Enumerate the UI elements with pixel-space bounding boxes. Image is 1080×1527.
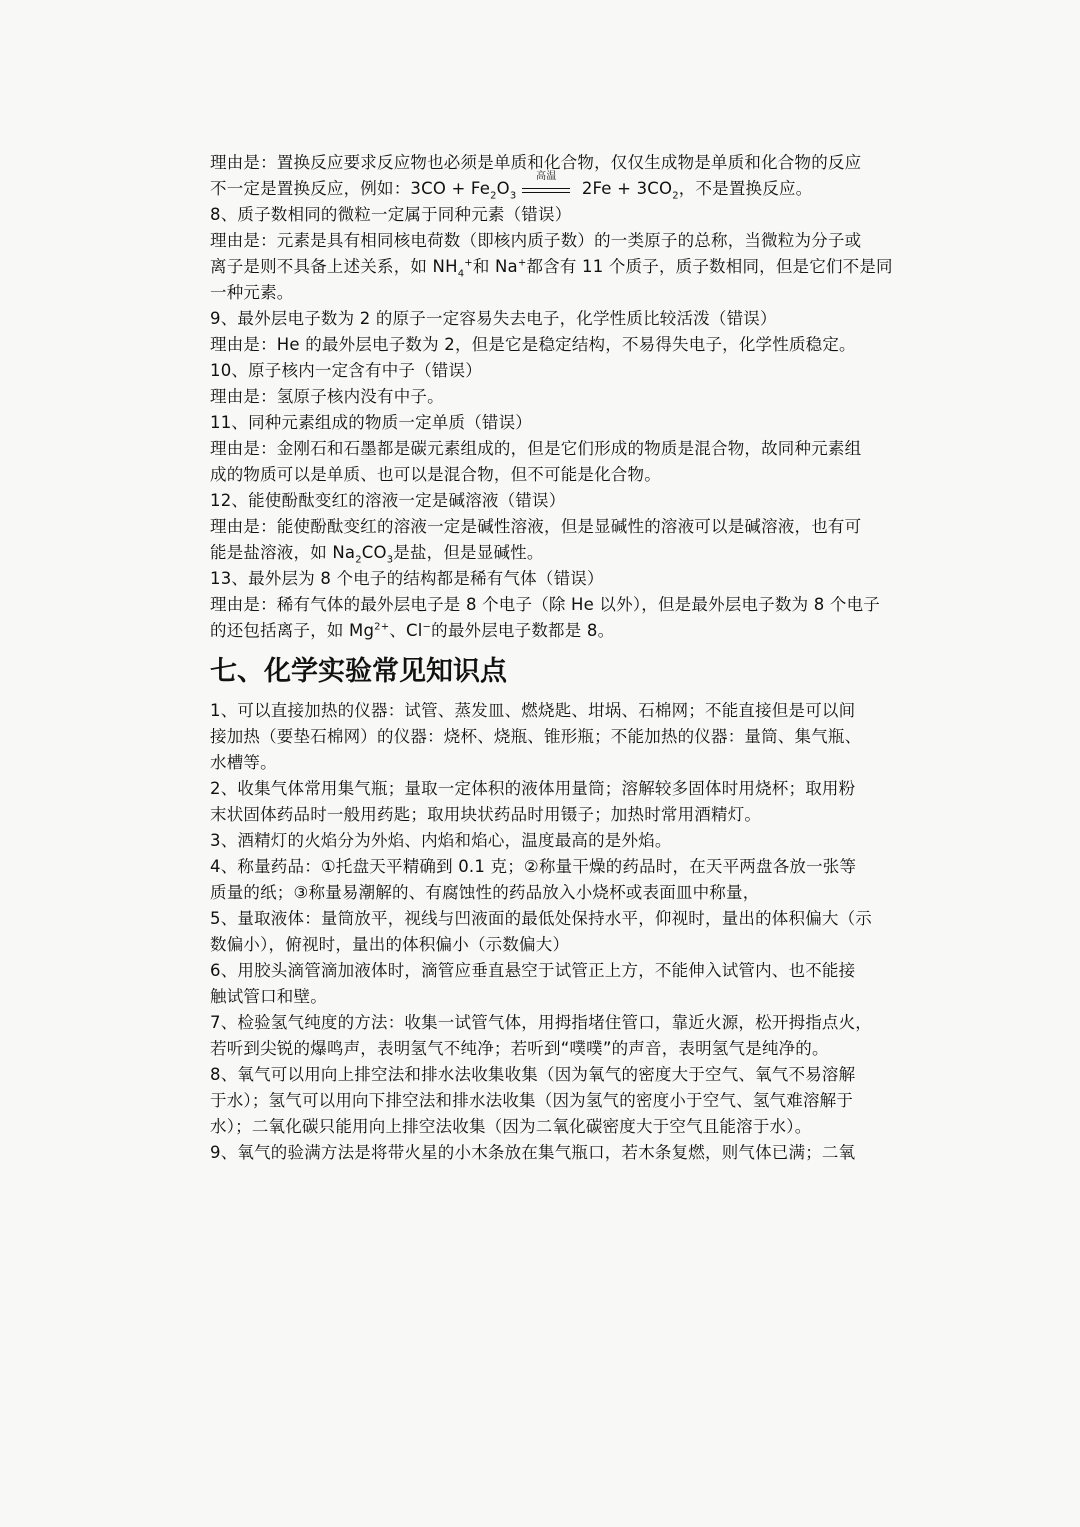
item-heading: 10、原子核内一定含有中子（错误） — [210, 361, 482, 380]
text-line: 一种元素。 — [210, 283, 294, 302]
item-heading: 12、能使酚酞变红的溶液一定是碱溶液（错误） — [210, 491, 566, 510]
text-line: 2、收集气体常用集气瓶；量取一定体积的液体用量筒；溶解较多固体时用烧杯；取用粉 — [210, 779, 856, 798]
text-line: 成的物质可以是单质、也可以是混合物，但不可能是化合物。 — [210, 465, 661, 484]
text-line: 于水）；氢气可以用向下排空法和排水法收集（因为氢气的密度小于空气、氢气难溶解于 — [210, 1091, 854, 1110]
item-heading: 11、同种元素组成的物质一定单质（错误） — [210, 413, 532, 432]
text-line: 水）；二氧化碳只能用向上排空法收集（因为二氧化碳密度大于空气且能溶于水）。 — [210, 1117, 812, 1136]
text-line: 4、称量药品：①托盘天平精确到 0.1 克；②称量干燥的药品时，在天平两盘各放一张等 — [210, 857, 857, 876]
item-heading: 13、最外层为 8 个电子的结构都是稀有气体（错误） — [210, 569, 604, 588]
text-line: 水槽等。 — [210, 753, 277, 772]
reaction-arrow — [518, 170, 574, 197]
text-line: 理由是：能使酚酞变红的溶液一定是碱性溶液，但是显碱性的溶液可以是碱溶液，也有可 — [210, 517, 862, 536]
item-heading: 9、最外层电子数为 2 的原子一定容易失去电子，化学性质比较活泼（错误） — [210, 309, 777, 328]
text-line: 理由是：金刚石和石墨都是碳元素组成的，但是它们形成的物质是混合物，故同种元素组 — [210, 439, 862, 458]
text-line: 触试管口和壁。 — [210, 987, 327, 1006]
text-line: 数偏小），俯视时，量出的体积偏小（示数偏大） — [210, 935, 570, 954]
text-line: 质量的纸；③称量易潮解的、有腐蚀性的药品放入小烧杯或表面皿中称量， — [210, 883, 760, 902]
text-line: 理由是：元素是具有相同核电荷数（即核内质子数）的一类原子的总称，当微粒为分子或 — [210, 231, 862, 250]
text-line: 若听到尖锐的爆鸣声，表明氢气不纯净；若听到“噗噗”的声音，表明氢气是纯净的。 — [210, 1039, 829, 1058]
text-line: 理由是：置换反应要求反应物也必须是单质和化合物，仅仅生成物是单质和化合物的反应 — [210, 153, 862, 172]
reaction-condition: 高温 — [536, 170, 557, 182]
text-line: 8、氧气可以用向上排空法和排水法收集收集（因为氧气的密度大于空气、氧气不易溶解 — [210, 1065, 856, 1084]
text-line: 能是盐溶液，如 $Na_2CO_3$是盐，但是显碱性。 — [210, 543, 544, 566]
text-line: 接加热（要垫石棉网）的仪器：烧杯、烧瓶、锥形瓶；不能加热的仪器：量筒、集气瓶、 — [210, 727, 862, 746]
text-line: 理由是：He 的最外层电子数为 2，但是它是稳定结构，不易得失电子，化学性质稳定。 — [210, 335, 856, 354]
text-line: 5、量取液体：量筒放平，视线与凹液面的最低处保持水平，仰视时，量出的体积偏大（示 — [210, 909, 872, 928]
text-line: 3、酒精灯的火焰分为外焰、内焰和焰心，温度最高的是外焰。 — [210, 831, 672, 850]
text-line: 7、检验氢气纯度的方法：收集一试管气体，用拇指堵住管口，靠近火源，松开拇指点火， — [210, 1013, 872, 1032]
text-line: 理由是：稀有气体的最外层电子是 8 个电子（除 He 以外），但是最外层电子数为 8 个电子 — [210, 595, 880, 614]
text-line: 的还包括离子，如 $Mg^{2+}$、Cl−的最外层电子数都是 8。 — [210, 621, 615, 640]
document-body — [210, 150, 900, 1166]
text-line: 末状固体药品时一般用药匙；取用块状药品时用镊子；加热时常用酒精灯。 — [210, 805, 762, 824]
text-line-equation: 不一定是置换反应，例如：$3CO + Fe_2O_3$ 高温 $2Fe + 3CO_2$，不是置换反应。 — [210, 170, 813, 202]
text-line: 6、用胶头滴管滴加液体时，滴管应垂直悬空于试管正上方，不能伸入试管内、也不能接 — [210, 961, 856, 980]
text-line: 离子是则不具备上述关系，如 $NH_4^+$和 Na+都含有 11 个质子，质子数相同，但是它们不是同 — [210, 257, 893, 280]
text-line: 1、可以直接加热的仪器：试管、蒸发皿、燃烧匙、坩埚、石棉网；不能直接但是可以间 — [210, 701, 856, 720]
text-line: 理由是：氢原子核内没有中子。 — [210, 387, 444, 406]
text-line: 9、氧气的验满方法是将带火星的小木条放在集气瓶口，若木条复燃，则气体已满；二氧 — [210, 1143, 856, 1162]
item-heading: 8、质子数相同的微粒一定属于同种元素（错误） — [210, 205, 572, 224]
section-title: 七、化学实验常见知识点 — [210, 656, 507, 687]
